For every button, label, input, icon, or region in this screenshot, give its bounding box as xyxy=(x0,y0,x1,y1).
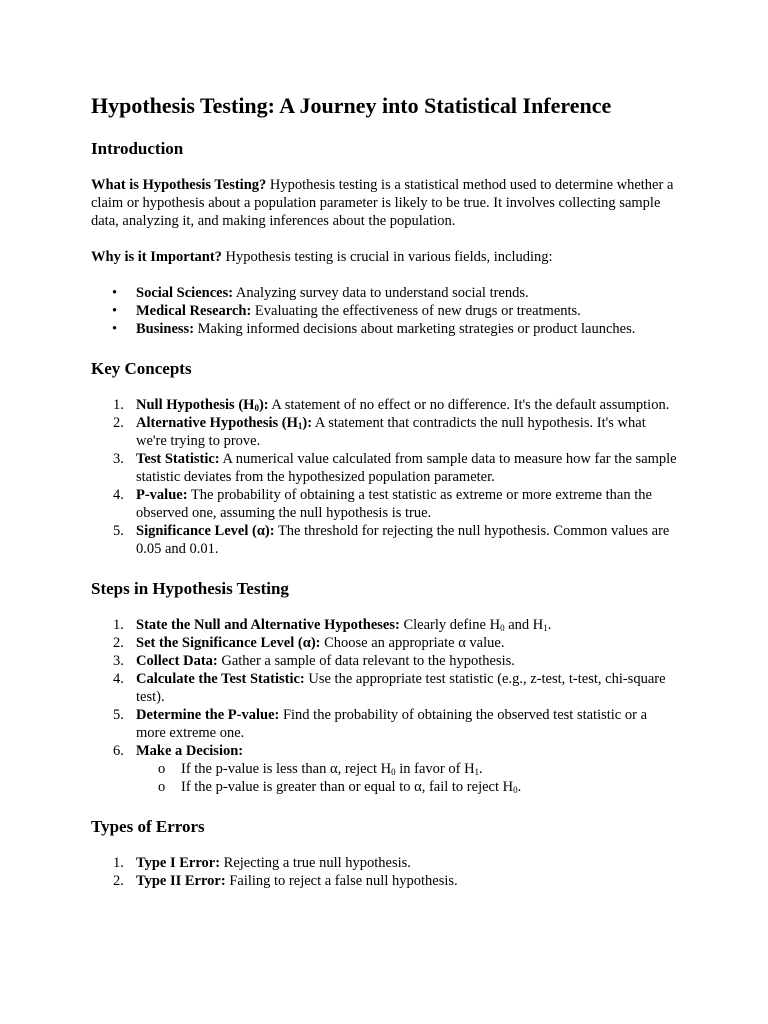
item-number: 6. xyxy=(113,743,124,759)
step-text: Clearly define $H_0$ and $H_1$. xyxy=(399,617,552,633)
list-item xyxy=(91,522,678,558)
step-label: Set the Significance Level (α): xyxy=(136,635,321,651)
step-text: Use the appropriate test statistic (e.g., z-test, t-test, chi-square test). xyxy=(136,671,666,705)
field-label: Business: xyxy=(136,321,195,337)
concept-label: Significance Level (α): xyxy=(136,523,275,539)
list-item xyxy=(91,670,678,706)
list-item xyxy=(91,706,678,742)
concept-text: The probability of obtaining a test statistic as extreme or more extreme than the observed one, assuming the null hypothesis is true. xyxy=(136,487,652,521)
why-important-paragraph xyxy=(91,248,678,266)
fields-list xyxy=(91,284,678,338)
decision-text: If the p-value is greater than or equal to α, fail to reject $H_0$. xyxy=(181,779,522,795)
list-item xyxy=(91,778,678,796)
error-text: Rejecting a true null hypothesis. xyxy=(220,855,411,871)
what-is-label: What is Hypothesis Testing? xyxy=(91,177,267,193)
list-item xyxy=(91,396,678,414)
list-item xyxy=(91,616,678,634)
list-item xyxy=(91,284,678,302)
decision-sublist xyxy=(136,760,678,796)
field-text: Making informed decisions about marketing strategies or product launches. xyxy=(194,321,636,337)
concept-label: Alternative Hypothesis $(H_1)$: xyxy=(136,415,313,431)
why-important-text: Hypothesis testing is crucial in various fields, including: xyxy=(221,249,553,265)
list-item xyxy=(91,320,678,338)
item-number: 4. xyxy=(113,487,124,503)
step-label: Make a Decision: xyxy=(136,743,244,759)
list-item xyxy=(91,760,678,778)
document-title: Hypothesis Testing: A Journey into Statistical Inference xyxy=(91,93,612,118)
step-label: Collect Data: xyxy=(136,653,218,669)
item-number: 2. xyxy=(113,415,124,431)
decision-text: If the p-value is less than α, reject $H_0$ in favor of $H_1$. xyxy=(181,761,483,777)
item-number: 1. xyxy=(113,397,124,413)
concept-text: A statement that contradicts the null hypothesis. It's what we're trying to prove. xyxy=(136,415,646,449)
bullet-icon: • xyxy=(112,321,118,337)
why-important-label: Why is it Important? xyxy=(91,249,222,265)
list-item xyxy=(91,634,678,652)
steps-list xyxy=(91,616,678,796)
step-label: Determine the P-value: xyxy=(136,707,280,723)
steps-heading: Steps in Hypothesis Testing xyxy=(91,579,289,598)
concept-text: A numerical value calculated from sample data to measure how far the sample statistic deviates from the hypothesized population parameter. xyxy=(136,451,677,485)
error-label: Type II Error: xyxy=(136,873,226,889)
list-item xyxy=(91,302,678,320)
errors-list xyxy=(91,854,678,890)
error-label: Type I Error: xyxy=(136,855,221,871)
item-number: 1. xyxy=(113,855,124,871)
concept-label: P-value: xyxy=(136,487,188,503)
step-text: Choose an appropriate α value. xyxy=(320,635,505,651)
step-label: State the Null and Alternative Hypotheses: xyxy=(136,617,400,633)
field-text: Evaluating the effectiveness of new drugs or treatments. xyxy=(251,303,581,319)
item-number: 3. xyxy=(113,451,124,467)
list-item xyxy=(91,742,678,796)
error-text: Failing to reject a false null hypothesis. xyxy=(225,873,458,889)
item-number: 1. xyxy=(113,617,124,633)
what-is-text: Hypothesis testing is a statistical method used to determine whether a claim or hypothesis about a population parameter is likely to be true. It involves collecting sample data, analyzing it, and making inferences about the population. xyxy=(91,177,674,229)
what-is-paragraph xyxy=(91,176,678,230)
step-text: Gather a sample of data relevant to the hypothesis. xyxy=(217,653,515,669)
field-text: Analyzing survey data to understand social trends. xyxy=(233,285,529,301)
step-text: Find the probability of obtaining the observed test statistic or a more extreme one. xyxy=(136,707,648,741)
concept-label: Null Hypothesis $(H_0)$: xyxy=(136,397,269,413)
item-number: 2. xyxy=(113,635,124,651)
list-item xyxy=(91,872,678,890)
introduction-heading: Introduction xyxy=(91,139,184,158)
item-number: 2. xyxy=(113,873,124,889)
concept-text: The threshold for rejecting the null hypothesis. Common values are 0.05 and 0.01. xyxy=(136,523,670,557)
field-label: Social Sciences: xyxy=(136,285,234,301)
list-item xyxy=(91,854,678,872)
errors-heading: Types of Errors xyxy=(91,817,205,836)
list-item xyxy=(91,450,678,486)
bullet-icon: • xyxy=(112,285,118,301)
item-number: 5. xyxy=(113,707,124,723)
item-number: 5. xyxy=(113,523,124,539)
circle-bullet-icon: o xyxy=(158,779,166,795)
list-item xyxy=(91,414,678,450)
list-item xyxy=(91,486,678,522)
key-concepts-list xyxy=(91,396,678,558)
key-concepts-heading: Key Concepts xyxy=(91,359,192,378)
field-label: Medical Research: xyxy=(136,303,252,319)
concept-text: A statement of no effect or no difference. It's the default assumption. xyxy=(268,397,670,413)
item-number: 4. xyxy=(113,671,124,687)
list-item xyxy=(91,652,678,670)
bullet-icon: • xyxy=(112,303,118,319)
item-number: 3. xyxy=(113,653,124,669)
step-label: Calculate the Test Statistic: xyxy=(136,671,305,687)
concept-label: Test Statistic: xyxy=(136,451,220,467)
circle-bullet-icon: o xyxy=(158,761,166,777)
